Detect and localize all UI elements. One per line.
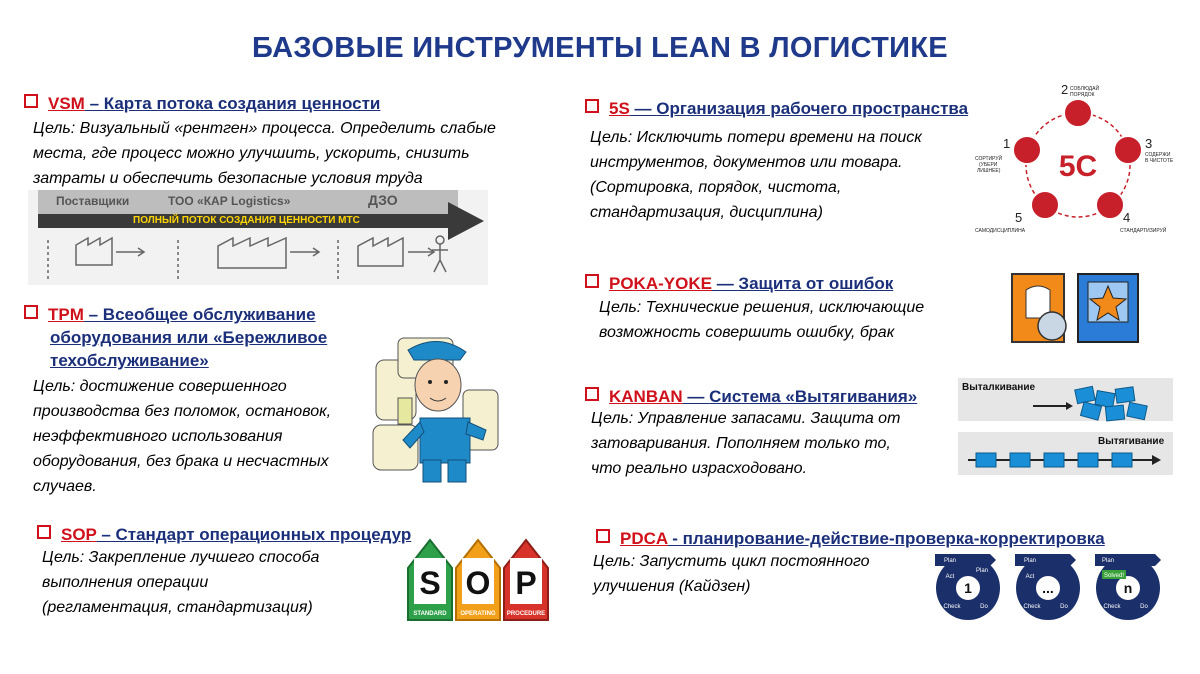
svg-text:Act: Act (1025, 574, 1035, 580)
fives-diagram (965, 80, 1190, 240)
kanban-flow-icon (958, 378, 1173, 478)
pdca-goal: Цель: Запустить цикл постоянного улучшения (Кайдзен) (593, 553, 870, 595)
pdca-diagram (930, 548, 1170, 628)
vsm-heading: VSM – Карта потока создания ценности (24, 92, 380, 115)
checkbox-icon (585, 99, 599, 113)
svg-text:СОБЛЮДАЙ: СОБЛЮДАЙ (1070, 86, 1100, 92)
svg-text:СТАНДАРТИЗИРУЙ: СТАНДАРТИЗИРУЙ (1120, 228, 1167, 234)
sop-letter-p: P (515, 565, 537, 601)
pdca-cycle-1: 1 (964, 580, 972, 596)
svg-text:СОРТИРУЙ: СОРТИРУЙ (975, 156, 1003, 162)
checkbox-icon (596, 529, 610, 543)
sop-letter-s: S (419, 565, 441, 601)
clean-icon (1114, 136, 1142, 164)
tpm-goal: Цель: достижение совершенного производства без поломок, остановок, неэффективного использования оборудования, без брака и несчастных случаев. (33, 378, 332, 495)
checkbox-icon (585, 274, 599, 288)
svg-text:3: 3 (1145, 136, 1153, 151)
svg-text:(УБЕРИ: (УБЕРИ (979, 162, 998, 168)
vsm-diagram (28, 190, 488, 285)
sop-word-standard: STANDARD (413, 611, 447, 617)
vsm-header-bar (38, 190, 458, 214)
sop-letter-o: O (465, 565, 491, 601)
page-title: БАЗОВЫЕ ИНСТРУМЕНТЫ LEAN В ЛОГИСТИКЕ (252, 32, 948, 64)
svg-text:Plan: Plan (975, 568, 989, 574)
sop-goal: Цель: Закрепление лучшего способа выполнения операции (регламентация, стандартизация) (42, 549, 320, 616)
pdca-cycle-n: n (1123, 580, 1133, 596)
svg-text:ЛИШНЕЕ): ЛИШНЕЕ) (977, 168, 1001, 174)
svg-text:Check: Check (1103, 604, 1121, 610)
svg-text:ПОРЯДОК: ПОРЯДОК (1070, 92, 1095, 98)
svg-text:5: 5 (1015, 210, 1023, 225)
svg-text:2: 2 (1061, 82, 1069, 97)
svg-text:1: 1 (1003, 136, 1011, 151)
svg-text:Plan: Plan (1023, 558, 1037, 564)
vsm-label-company: ТОО «КАР Logistics» (168, 194, 291, 208)
svg-text:Do: Do (1140, 604, 1148, 610)
svg-text:Do: Do (1060, 604, 1068, 610)
kanban-goal: Цель: Управление запасами. Защита от затоваривания. Пополняем только то, что реально израсходовано. (591, 410, 901, 477)
sop-heading: SOP – Стандарт операционных процедур (37, 523, 411, 546)
svg-text:СОДЕРЖИ: СОДЕРЖИ (1145, 152, 1171, 158)
factory-flow-icon (28, 230, 488, 285)
svg-text:Solved!: Solved! (1103, 573, 1125, 579)
push-row: Выталкивание (958, 378, 1173, 421)
poka-heading: POKA-YOKE — Защита от ошибок (585, 272, 893, 295)
sop-badge (400, 528, 560, 625)
fives-goal: Цель: Исключить потери времени на поиск инструментов, документов или товара. (Сортировка, порядок, чистота, стандартизация, дисциплина) (590, 129, 922, 221)
order-icon (1013, 136, 1041, 164)
kanban-diagram (958, 378, 1173, 478)
vsm-value-band: ПОЛНЫЙ ПОТОК СОЗДАНИЯ ЦЕННОСТИ МТС (38, 214, 448, 228)
vsm-label-suppliers: Поставщики (56, 194, 130, 208)
tpm-heading: TPM – Всеобщее обслуживание оборудования или «Бережливое техобслуживание» (24, 303, 327, 372)
pull-row: Вытягивание (958, 432, 1173, 475)
checkbox-icon (585, 387, 599, 401)
poka-goal: Цель: Технические решения, исключающие возможность совершить ошибку, брак (599, 299, 925, 341)
checkbox-icon (24, 305, 38, 319)
fives-center-label: 5С (1058, 150, 1098, 183)
mechanic-icon (368, 330, 503, 485)
checkbox-icon (24, 94, 38, 108)
svg-text:Plan: Plan (943, 558, 957, 564)
sop-word-operating: OPERATING (460, 611, 496, 617)
svg-text:Check: Check (943, 604, 961, 610)
svg-text:Do: Do (980, 604, 988, 610)
svg-text:4: 4 (1123, 210, 1131, 225)
fives-heading: 5S — Организация рабочего пространства (585, 97, 968, 120)
vsm-goal: Цель: Визуальный «рентген» процесса. Определить слабые места, где процесс можно улучшить, ускорить, снизить затраты и обеспечить безопасные условия труда (33, 120, 496, 187)
svg-text:В ЧИСТОТЕ: В ЧИСТОТЕ (1145, 158, 1174, 164)
checkbox-icon (37, 525, 51, 539)
svg-text:Act: Act (945, 574, 955, 580)
standardize-icon (1096, 191, 1124, 219)
pdca-cycle-mid: ... (1042, 580, 1054, 596)
sop-word-procedure: PROCEDURE (506, 611, 546, 617)
svg-text:Plan: Plan (1101, 558, 1115, 564)
sort-icon (1064, 99, 1092, 127)
svg-text:Check: Check (1023, 604, 1041, 610)
poka-yoke-icon (1008, 268, 1143, 348)
svg-text:САМОДИСЦИПЛИНА: САМОДИСЦИПЛИНА (975, 228, 1026, 234)
discipline-icon (1031, 191, 1059, 219)
kanban-heading: KANBAN — Система «Вытягивания» (585, 385, 917, 408)
pdca-heading: PDCA - планирование-действие-проверка-корректировка (596, 527, 1105, 550)
vsm-label-dzo: ДЗО (368, 192, 398, 208)
